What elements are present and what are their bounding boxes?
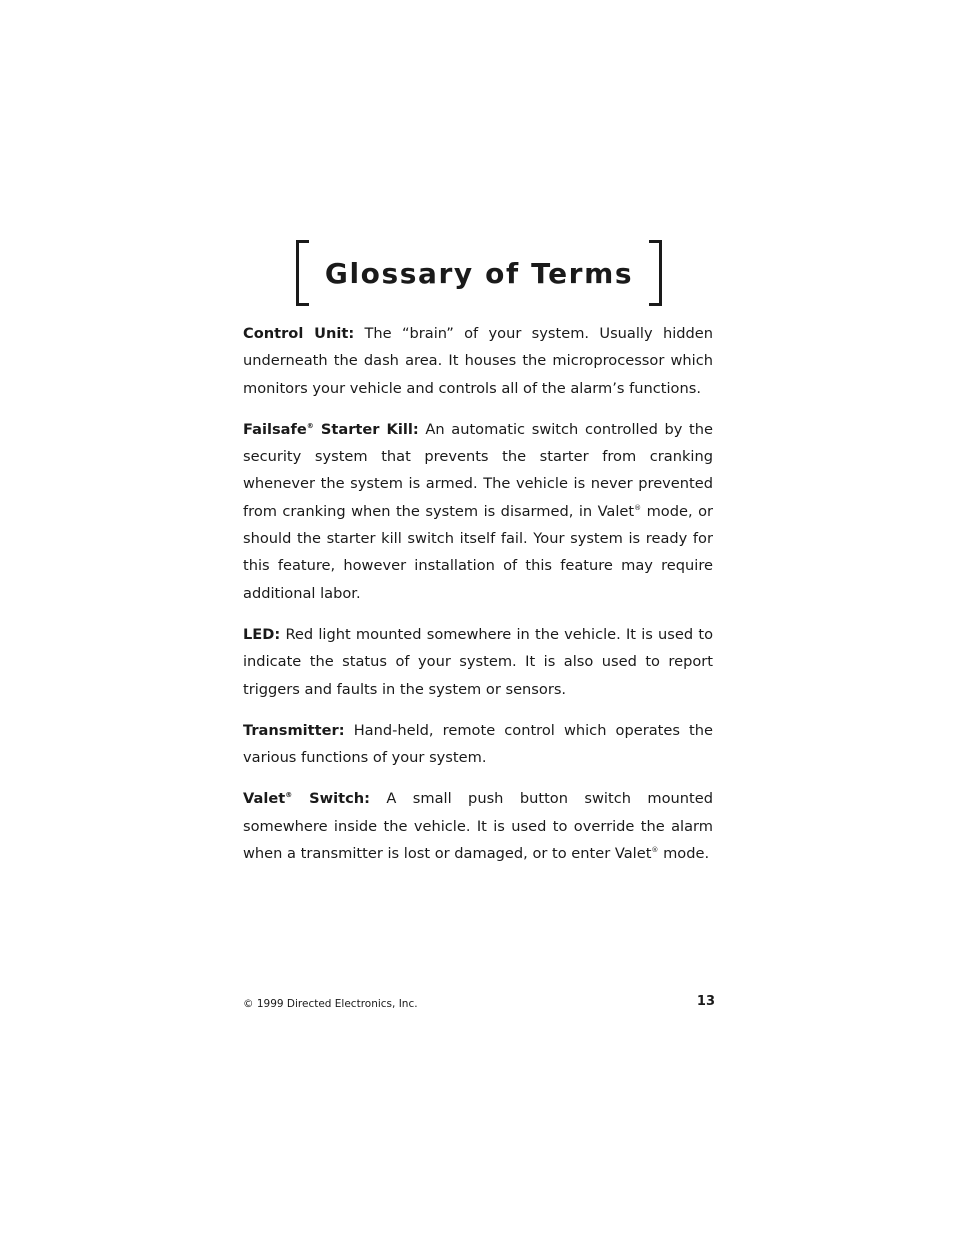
term-failsafe-part-a: Failsafe — [243, 420, 307, 438]
glossary-content — [243, 320, 713, 881]
registered-mark: ® — [634, 503, 642, 512]
page-number: 13 — [696, 994, 715, 1009]
registered-mark: ® — [651, 846, 659, 855]
term-valet-part-a: Valet — [243, 790, 286, 808]
term-led: LED: — [243, 625, 281, 643]
term-failsafe-part-b: Starter Kill: — [320, 420, 419, 438]
definition-valet-part-a: A small push button switch mounted somewhere inside the vehicle. It is used to override the alarm when a transmitter is lost or damaged, or to enter Valet — [243, 790, 713, 863]
registered-mark: ® — [285, 791, 293, 800]
glossary-entry-transmitter — [243, 717, 713, 772]
term-control-unit: Control Unit: — [243, 325, 355, 342]
term-valet-switch — [243, 790, 370, 807]
definition-valet-part-b: mode. — [663, 845, 710, 863]
page-title: Glossary of Terms — [324, 257, 634, 290]
term-valet-part-b: Switch: — [309, 790, 370, 808]
right-bracket — [649, 240, 662, 306]
definition-led: Red light mounted somewhere in the vehicle. It is used to indicate the status of your system. It is also used to report triggers and faults in the system or sensors. — [243, 625, 714, 698]
glossary-entry-valet-switch — [243, 785, 713, 867]
term-failsafe-starter-kill — [243, 421, 419, 438]
glossary-entry-control-unit — [243, 320, 713, 402]
glossary-entry-failsafe-starter-kill — [243, 416, 713, 607]
term-transmitter: Transmitter: — [243, 721, 345, 739]
registered-mark: ® — [306, 421, 314, 430]
title-block — [296, 240, 662, 310]
glossary-entry-led — [243, 621, 713, 703]
definition-control-unit: The “brain” of your system. Usually hidden underneath the dash area. It houses the microprocessor which monitors your vehicle and controls all of the alarm’s functions. — [243, 325, 714, 397]
definition-transmitter: Hand-held, remote control which operates the various functions of your system. — [243, 721, 714, 767]
definition-failsafe-part-b: mode, or should the starter kill switch itself fail. Your system is ready for this feature, however installation of this feature may require additional labor. — [243, 502, 713, 602]
definition-failsafe-part-a: An automatic switch controlled by the security system that prevents the starter from cranking whenever the system is armed. The vehicle is never prevented from cranking when the system is disarmed, in Valet — [243, 420, 713, 520]
copyright-footer: © 1999 Directed Electronics, Inc. — [243, 998, 418, 1010]
